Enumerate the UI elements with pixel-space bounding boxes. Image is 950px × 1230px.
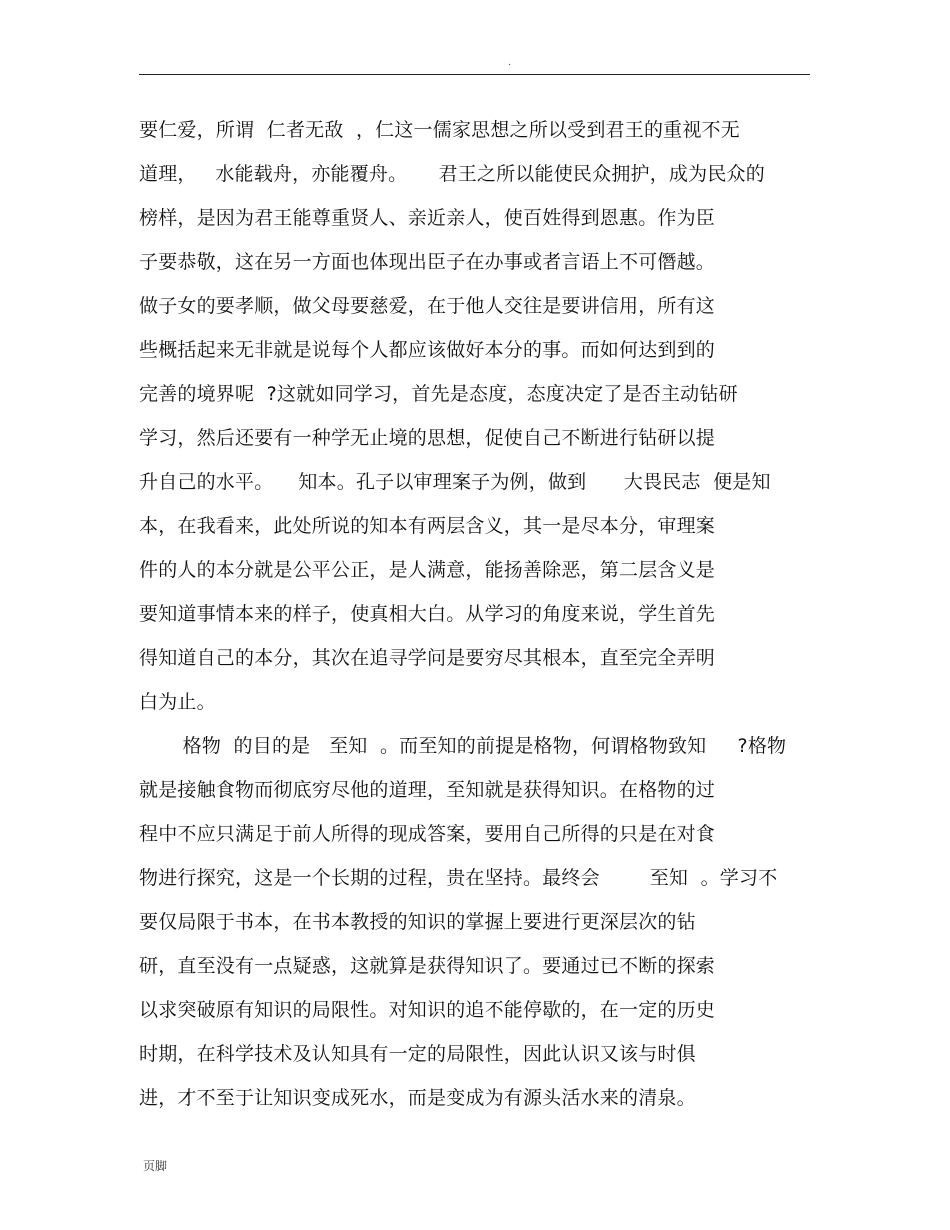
text-line: 道理， 水能载舟，亦能覆舟。 君王之所以能使民众拥护，成为民众的: [139, 163, 765, 185]
text-line: 得知道自己的本分，其次在追寻学问是要穷尽其根本，直至完全弄明: [139, 647, 716, 669]
page-footer: 页脚: [143, 1159, 168, 1173]
text-line: 程中不应只满足于前人所得的现成答案，要用自己所得的只是在对食: [139, 823, 716, 845]
text-line: 做子女的要孝顺，做父母要慈爱，在于他人交往是要讲信用，所有这: [139, 295, 716, 317]
text-line: 升自己的水平。 知本。孔子以审理案子为例，做到 大畏民志 便是知: [139, 471, 771, 493]
header-mark: .: [508, 58, 511, 68]
text-line: 研，直至没有一点疑惑，这就算是获得知识了。要通过已不断的探索: [139, 955, 716, 977]
text-line: 本，在我看来，此处所说的知本有两层含义，其一是尽本分，审理案: [139, 515, 716, 537]
text-line: 些概括起来无非就是说每个人都应该做好本分的事。而如何达到到的: [139, 339, 716, 361]
text-line: 件的人的本分就是公平公正，是人满意，能扬善除恶，第二层含义是: [139, 559, 716, 581]
text-line: 白为止。: [139, 691, 216, 713]
text-line: 子要恭敬，这在另一方面也体现出臣子在办事或者言语上不可僭越。: [139, 251, 716, 273]
text-line: 榜样，是因为君王能尊重贤人、亲近亲人，使百姓得到恩惠。作为臣: [139, 207, 716, 229]
text-line: 进，才不至于让知识变成死水，而是变成为有源头活水来的清泉。: [139, 1087, 696, 1109]
text-line: 格物 的目的是 至知 。而至知的前提是格物，何谓格物致知 ?格物: [139, 735, 787, 757]
text-line: 以求突破原有知识的局限性。对知识的追不能停歇的，在一定的历史: [139, 999, 716, 1021]
text-line: 时期，在科学技术及认知具有一定的局限性，因此认识又该与时俱: [139, 1043, 696, 1065]
text-line: 完善的境界呢 ?这就如同学习，首先是态度，态度决定了是否主动钻研: [139, 383, 738, 405]
text-line: 要仅局限于书本，在书本教授的知识的掌握上要进行更深层次的钻: [139, 911, 696, 933]
text-line: 要知道事情本来的样子，使真相大白。从学习的角度来说，学生首先: [139, 603, 716, 625]
text-line: 就是接触食物而彻底穷尽他的道理，至知就是获得知识。在格物的过: [139, 779, 716, 801]
header-rule: [139, 74, 810, 75]
text-line: 要仁爱，所谓 仁者无敌 ，仁这一儒家思想之所以受到君王的重视不无: [139, 119, 740, 141]
body-text: [139, 108, 819, 1120]
text-line: 学习，然后还要有一种学无止境的思想，促使自己不断进行钻研以提: [139, 427, 716, 449]
text-line: 物进行探究，这是一个长期的过程，贵在坚持。最终会 至知 。学习不: [139, 867, 778, 889]
